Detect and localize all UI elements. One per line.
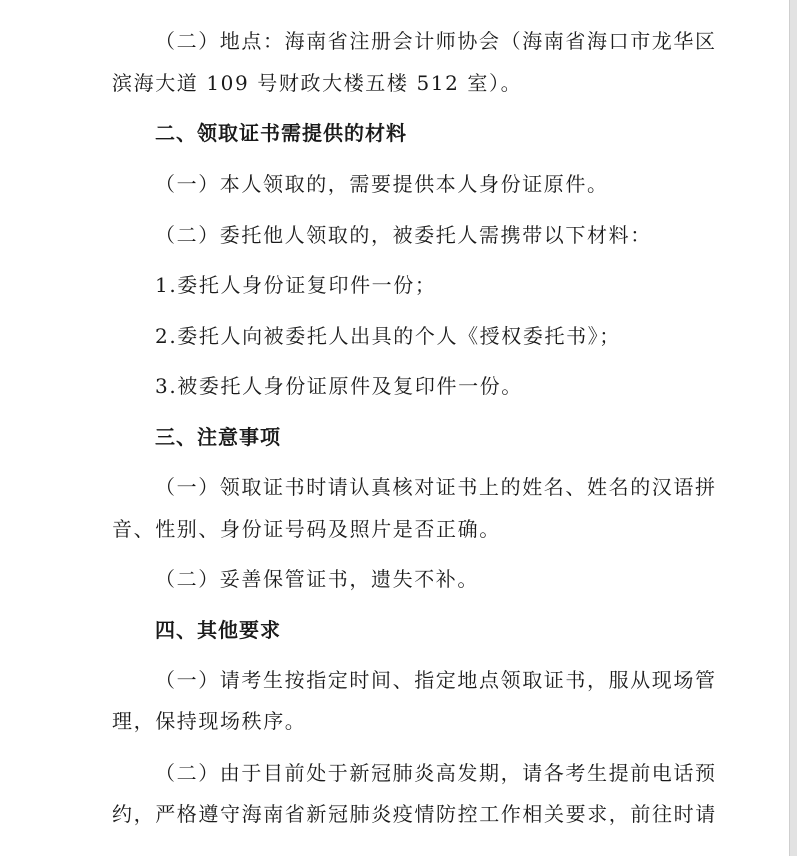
paragraph-order-line-1: （一）请考生按指定时间、指定地点领取证书，服从现场管 bbox=[155, 668, 717, 692]
list-item-1: 1.委托人身份证复印件一份； bbox=[155, 273, 437, 297]
paragraph-location-line-2: 滨海大道 109 号财政大楼五楼 512 室）。 bbox=[112, 71, 523, 95]
paragraph-safekeeping: （二）妥善保管证书，遗失不补。 bbox=[155, 567, 479, 591]
paragraph-location-line-1: （二）地点：海南省注册会计师协会（海南省海口市龙华区 bbox=[155, 29, 717, 53]
paragraph-verify-line-1: （一）领取证书时请认真核对证书上的姓名、姓名的汉语拼 bbox=[155, 475, 717, 499]
section-heading-other: 四、其他要求 bbox=[155, 618, 281, 642]
list-item-3: 3.被委托人身份证原件及复印件一份。 bbox=[155, 374, 523, 398]
paragraph-epidemic-line-1: （二）由于目前处于新冠肺炎高发期，请各考生提前电话预 bbox=[155, 761, 717, 785]
viewer-scroll-gutter[interactable] bbox=[790, 0, 797, 856]
section-heading-materials: 二、领取证书需提供的材料 bbox=[155, 121, 407, 145]
paragraph-epidemic-line-2: 约，严格遵守海南省新冠肺炎疫情防控工作相关要求，前往时请 bbox=[112, 802, 717, 826]
paragraph-verify-line-2: 音、性别、身份证号码及照片是否正确。 bbox=[112, 517, 501, 541]
paragraph-proxy-pickup: （二）委托他人领取的，被委托人需携带以下材料： bbox=[155, 223, 652, 247]
paragraph-order-line-2: 理，保持现场秩序。 bbox=[112, 709, 307, 733]
paragraph-self-pickup: （一）本人领取的，需要提供本人身份证原件。 bbox=[155, 172, 609, 196]
section-heading-notes: 三、注意事项 bbox=[155, 425, 281, 449]
list-item-2: 2.委托人向被委托人出具的个人《授权委托书》； bbox=[155, 324, 621, 348]
